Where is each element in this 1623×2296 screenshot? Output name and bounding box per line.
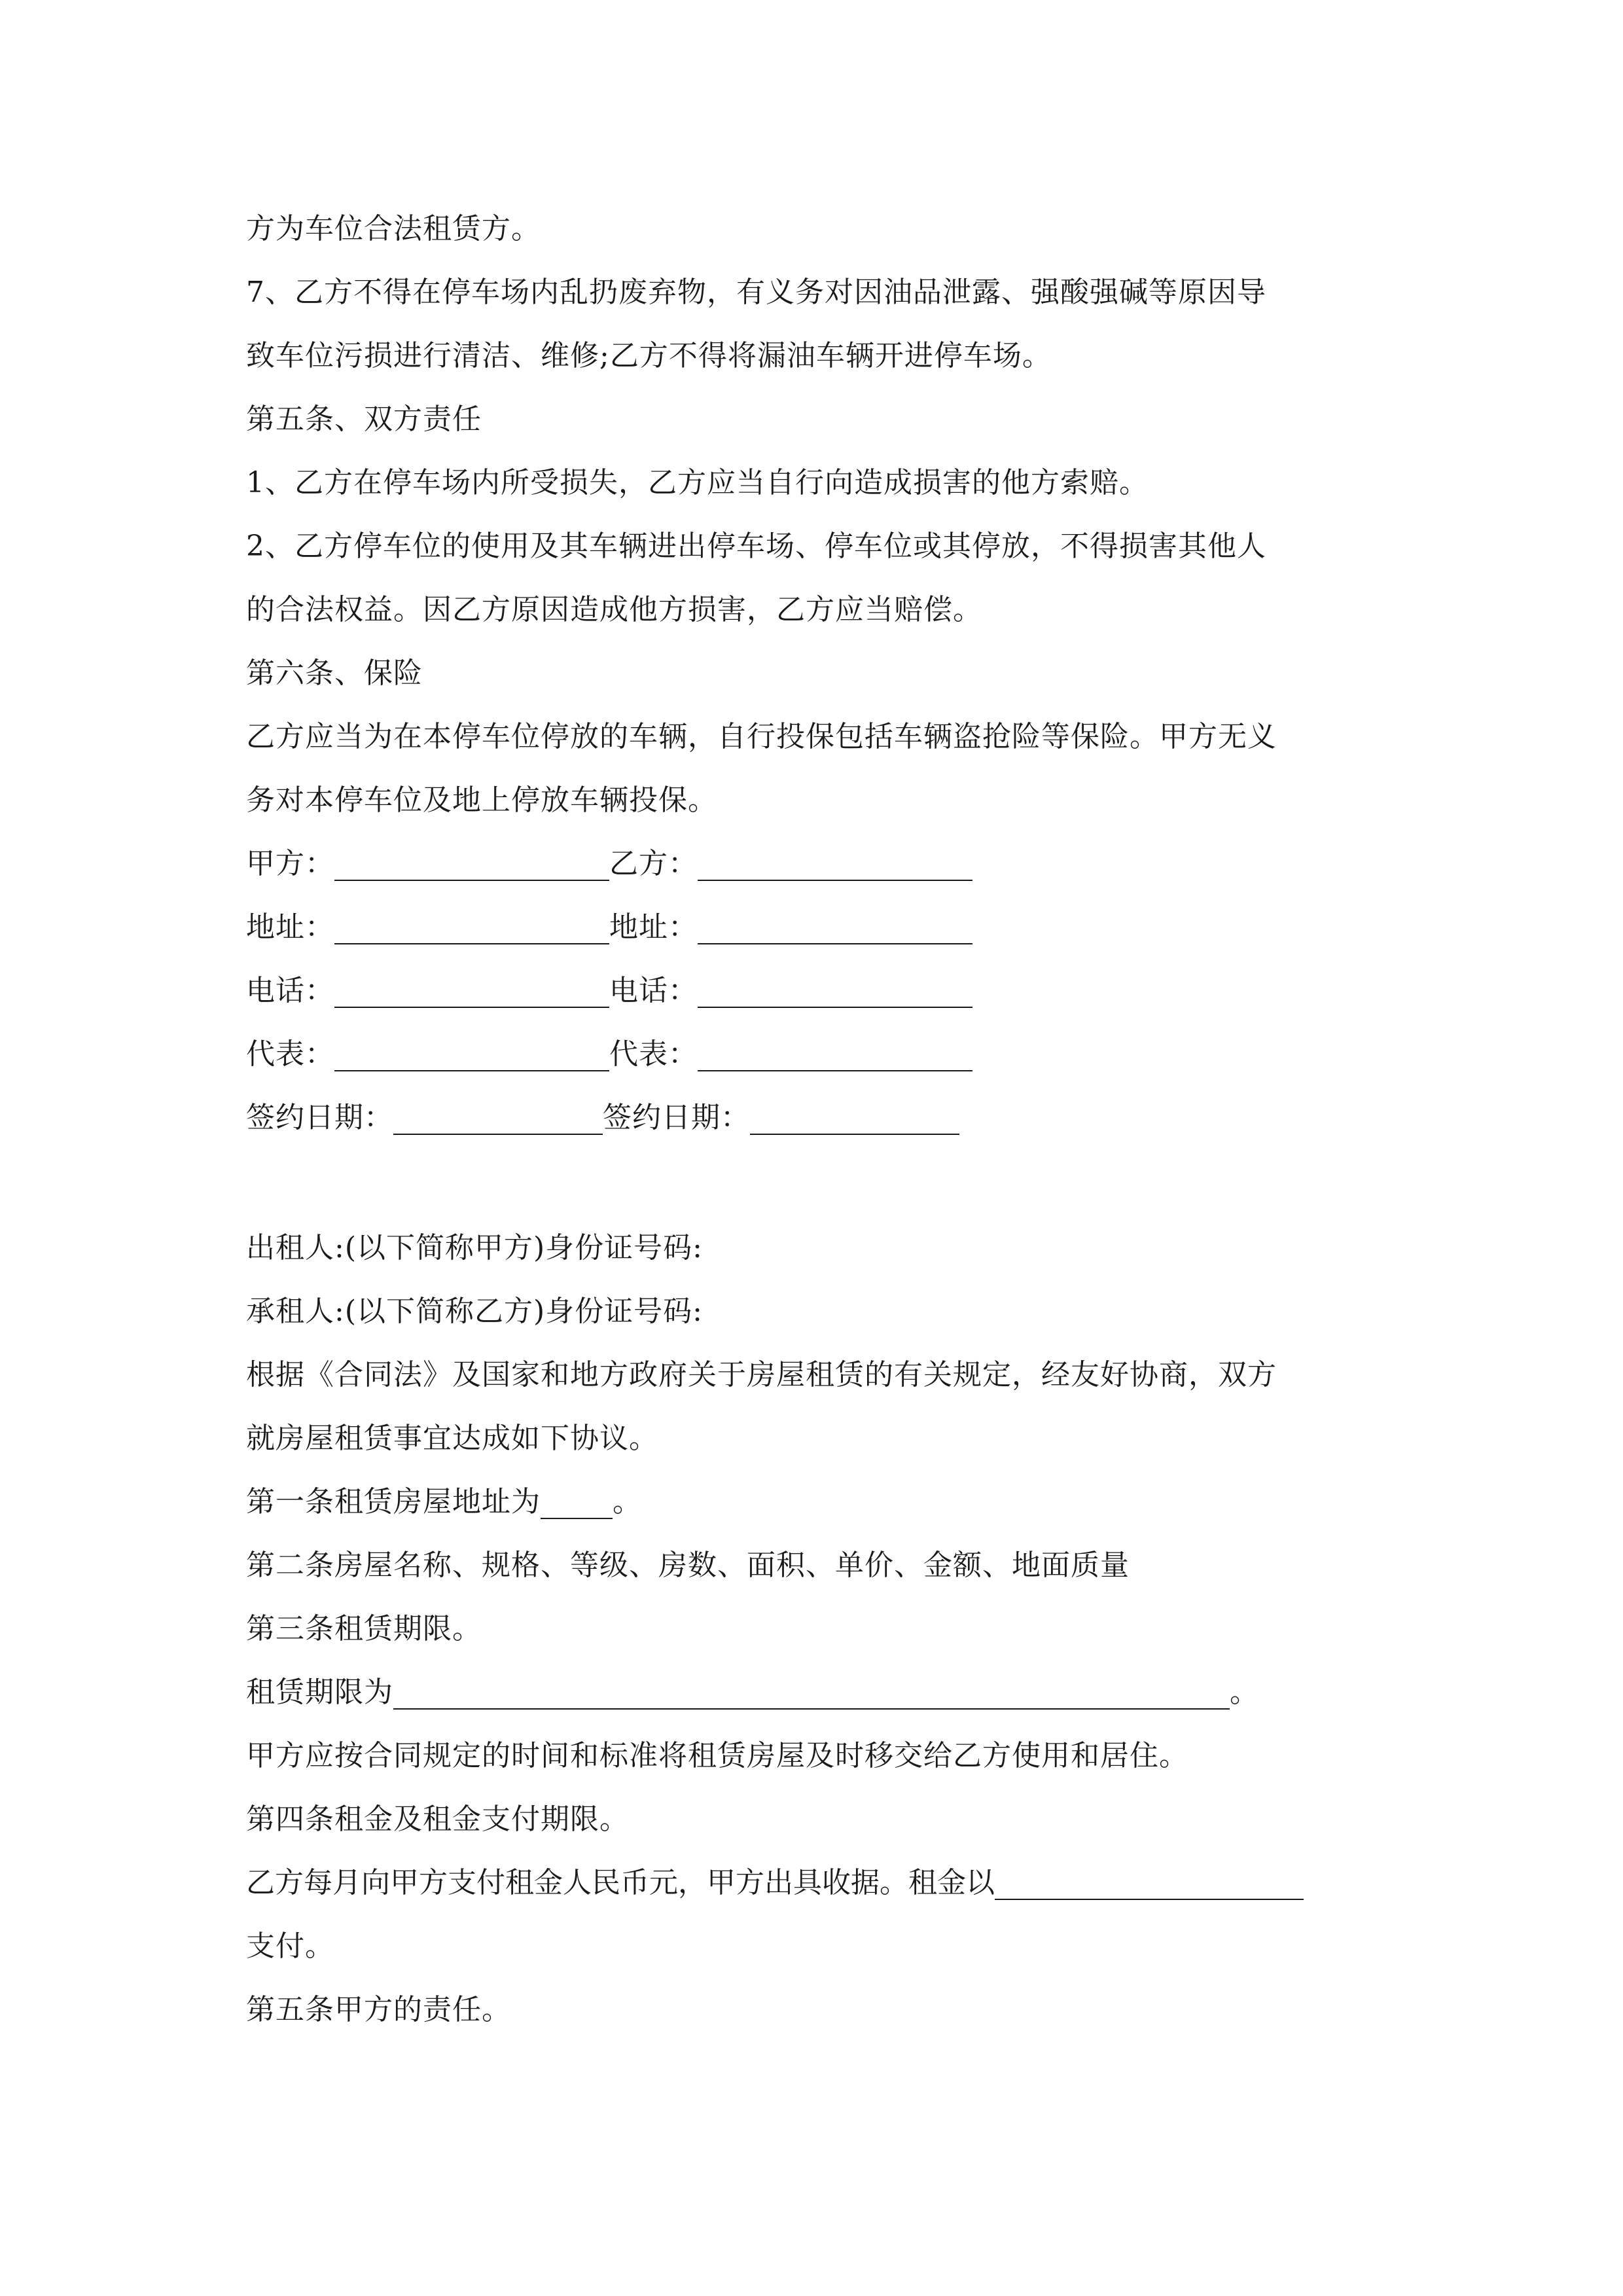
text-line: 务对本停车位及地上停放车辆投保。	[246, 783, 717, 817]
section-heading: 第四条租金及租金支付期限。	[246, 1803, 629, 1836]
text-line: 7、乙方不得在停车场内乱扔废弃物，有义务对因油品泄露、强酸强碱等原因导	[246, 276, 1266, 309]
text-line: 2、乙方停车位的使用及其车辆进出停车场、停车位或其停放，不得损害其他人	[246, 529, 1266, 563]
text-line: 甲方应按合同规定的时间和标准将租赁房屋及时移交给乙方使用和居住。	[246, 1739, 1188, 1772]
address-suffix: 。	[613, 1485, 642, 1518]
signature-row-date	[246, 1098, 959, 1138]
party-b-label: 乙方：	[609, 847, 698, 880]
party-a-label: 甲方：	[246, 847, 334, 880]
term-prefix: 租赁期限为	[246, 1676, 393, 1709]
text-line: 的合法权益。因乙方原因造成他方损害，乙方应当赔偿。	[246, 593, 982, 626]
article-address-line	[246, 1482, 642, 1522]
rep-a-blank[interactable]	[334, 1037, 609, 1071]
rent-prefix: 乙方每月向甲方支付租金人民币元，甲方出具收据。租金以	[246, 1866, 995, 1899]
phone-b-label: 电话：	[609, 974, 698, 1007]
text-line: 乙方应当为在本停车位停放的车辆，自行投保包括车辆盗抢险等保险。甲方无义	[246, 720, 1277, 753]
address-blank[interactable]	[541, 1485, 613, 1519]
address-b-label: 地址：	[609, 910, 698, 944]
section-heading: 第三条租赁期限。	[246, 1612, 482, 1645]
text-line: 支付。	[246, 1929, 334, 1963]
term-suffix: 。	[1230, 1676, 1259, 1709]
party-a-blank[interactable]	[334, 847, 609, 881]
rep-b-label: 代表：	[609, 1037, 698, 1071]
text-line: 就房屋租赁事宜达成如下协议。	[246, 1422, 658, 1455]
date-b-blank[interactable]	[750, 1101, 959, 1135]
text-line: 第二条房屋名称、规格、等级、房数、面积、单价、金额、地面质量	[246, 1549, 1130, 1582]
signature-row-phone	[246, 971, 972, 1011]
rent-blank[interactable]	[995, 1866, 1304, 1900]
text-line: 致车位污损进行清洁、维修;乙方不得将漏油车辆开进停车场。	[246, 339, 1052, 372]
section-heading: 第五条、双方责任	[246, 403, 482, 436]
section-heading: 第六条、保险	[246, 656, 423, 690]
section-heading: 第五条甲方的责任。	[246, 1993, 511, 2026]
phone-a-blank[interactable]	[334, 974, 609, 1008]
date-a-blank[interactable]	[393, 1101, 603, 1135]
text-line: 承租人:(以下简称乙方)身份证号码:	[246, 1295, 703, 1328]
address-a-blank[interactable]	[334, 910, 609, 944]
text-line: 出租人:(以下简称甲方)身份证号码:	[246, 1231, 703, 1265]
date-a-label: 签约日期：	[246, 1101, 393, 1134]
text-line: 1、乙方在停车场内所受损失，乙方应当自行向造成损害的他方索赔。	[246, 466, 1149, 499]
phone-a-label: 电话：	[246, 974, 334, 1007]
rep-a-label: 代表：	[246, 1037, 334, 1071]
signature-row-representative	[246, 1035, 972, 1074]
address-prefix: 第一条租赁房屋地址为	[246, 1485, 541, 1518]
date-b-label: 签约日期：	[603, 1101, 750, 1134]
address-a-label: 地址：	[246, 910, 334, 944]
term-line	[246, 1673, 1259, 1712]
phone-b-blank[interactable]	[698, 974, 972, 1008]
party-b-blank[interactable]	[698, 847, 972, 881]
text-line: 根据《合同法》及国家和地方政府关于房屋租赁的有关规定，经友好协商，双方	[246, 1358, 1277, 1391]
signature-row-address	[246, 908, 972, 947]
address-b-blank[interactable]	[698, 910, 972, 944]
rent-line	[246, 1863, 1304, 1903]
term-blank[interactable]	[393, 1676, 1230, 1710]
text-line: 方为车位合法租赁方。	[246, 212, 541, 245]
signature-row-party	[246, 844, 972, 884]
rep-b-blank[interactable]	[698, 1037, 972, 1071]
